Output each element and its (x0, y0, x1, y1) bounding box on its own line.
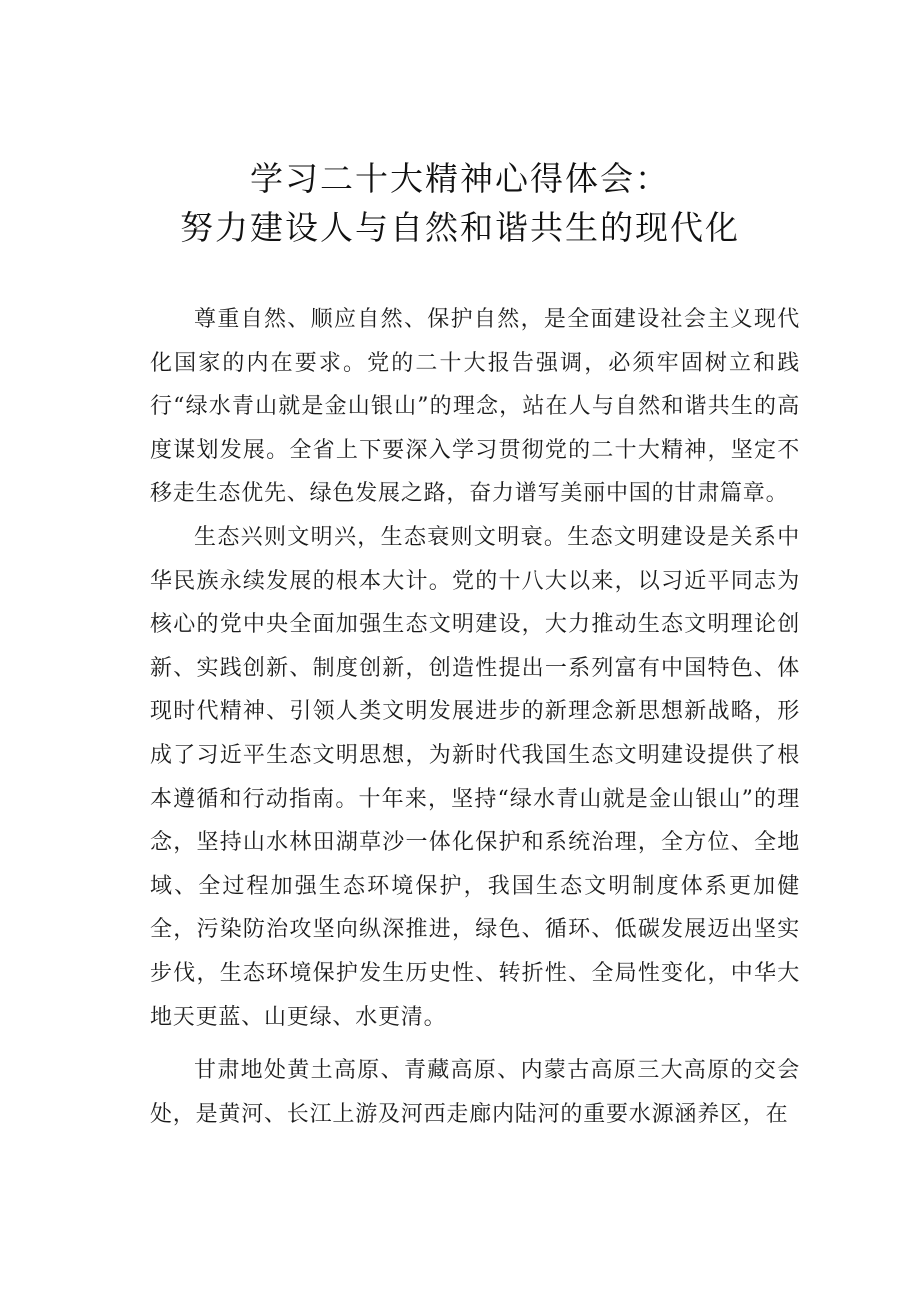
document-body (150, 298, 800, 1136)
paragraph: 生态兴则文明兴，生态衰则文明衰。生态文明建设是关系中华民族永续发展的根本大计。党的十八大以来，以习近平同志为核心的党中央全面加强生态文明建设，大力推动生态文明理论创新、实践创新、制度创新，创造性提出一系列富有中国特色、体现时代精神、引领人类文明发展进步的新理念新思想新战略，形成了习近平生态文明思想，为新时代我国生态文明建设提供了根本遵循和行动指南。十年来，坚持“绿水青山就是金山银山”的理念，坚持山水林田湖草沙一体化保护和系统治理，全方位、全地域、全过程加强生态环境保护，我国生态文明制度体系更加健全，污染防治攻坚向纵深推进，绿色、循环、低碳发展迈出坚实步伐，生态环境保护发生历史性、转折性、全局性变化，中华大地天更蓝、山更绿、水更清。 (150, 524, 800, 1030)
paragraph: 尊重自然、顺应自然、保护自然，是全面建设社会主义现代化国家的内在要求。党的二十大报告强调，必须牢固树立和践行“绿水青山就是金山银山”的理念，站在人与自然和谐共生的高度谋划发展。全省上下要深入学习贯彻党的二十大精神，坚定不移走生态优先、绿色发展之路，奋力谱写美丽中国的甘肃篇章。 (150, 307, 800, 507)
paragraph: 甘肃地处黄土高原、青藏高原、内蒙古高原三大高原的交会处，是黄河、长江上游及河西走廊内陆河的重要水源涵养区，在 (150, 1058, 800, 1127)
document-title-line-1: 学习二十大精神心得体会： (250, 159, 670, 198)
document-title-line-2: 努力建设人与自然和谐共生的现代化 (180, 208, 740, 247)
